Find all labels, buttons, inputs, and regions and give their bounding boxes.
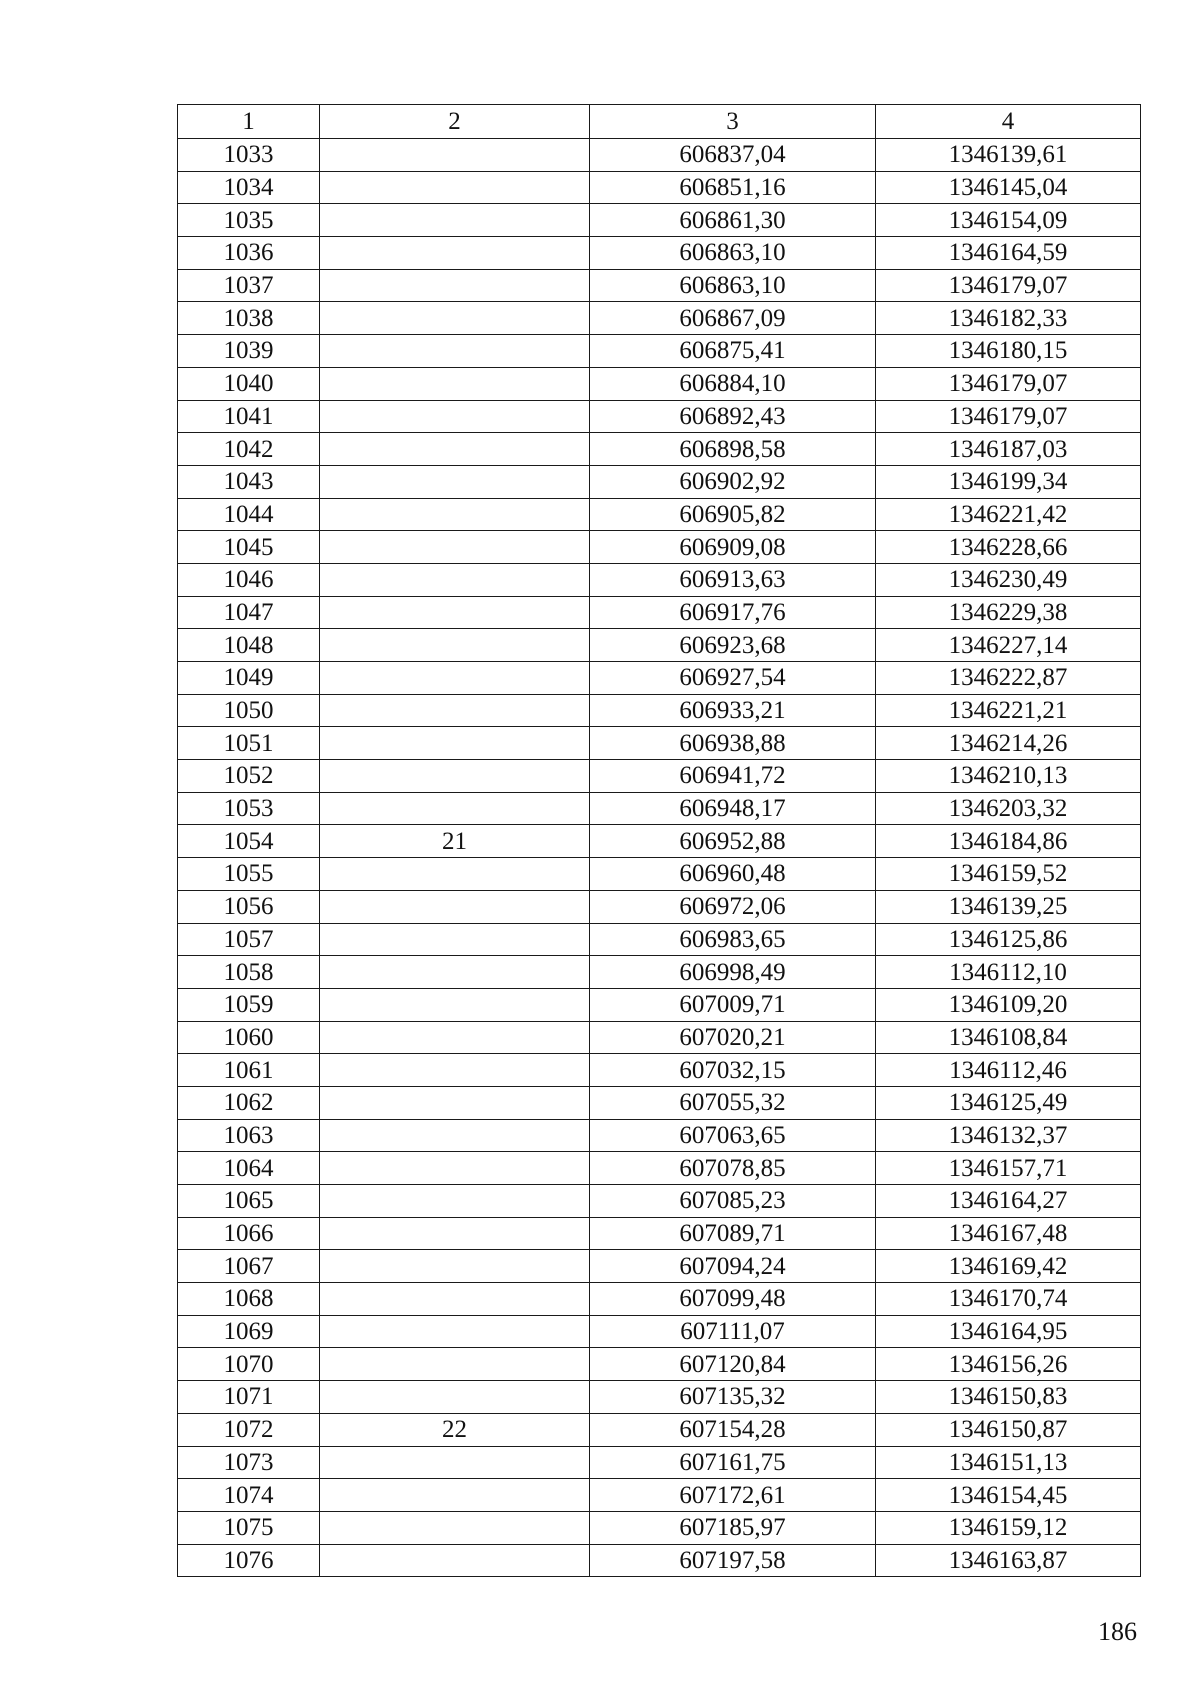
table-row — [178, 1479, 1141, 1512]
table-row — [178, 988, 1141, 1021]
point-number-cell: 1059 — [178, 988, 320, 1021]
y-coordinate-cell: 1346221,21 — [876, 694, 1141, 727]
x-coordinate-cell: 606867,09 — [590, 302, 876, 335]
section-number-cell — [320, 923, 590, 956]
y-coordinate-cell: 1346154,09 — [876, 204, 1141, 237]
x-coordinate-cell: 606909,08 — [590, 531, 876, 564]
x-coordinate-cell: 606972,06 — [590, 890, 876, 923]
x-coordinate-cell: 607089,71 — [590, 1217, 876, 1250]
y-coordinate-cell: 1346227,14 — [876, 629, 1141, 662]
x-coordinate-cell: 607099,48 — [590, 1283, 876, 1316]
point-number-cell: 1055 — [178, 858, 320, 891]
x-coordinate-cell: 606923,68 — [590, 629, 876, 662]
table-row — [178, 890, 1141, 923]
x-coordinate-cell: 606851,16 — [590, 171, 876, 204]
column-header-3: 3 — [590, 105, 876, 139]
x-coordinate-cell: 607111,07 — [590, 1315, 876, 1348]
x-coordinate-cell: 606983,65 — [590, 923, 876, 956]
point-number-cell: 1053 — [178, 792, 320, 825]
section-number-cell — [320, 858, 590, 891]
x-coordinate-cell: 606863,10 — [590, 237, 876, 270]
table-row — [178, 694, 1141, 727]
section-number-cell — [320, 1250, 590, 1283]
y-coordinate-cell: 1346150,83 — [876, 1381, 1141, 1414]
y-coordinate-cell: 1346125,49 — [876, 1086, 1141, 1119]
table-row — [178, 1544, 1141, 1577]
table-row — [178, 171, 1141, 204]
y-coordinate-cell: 1346167,48 — [876, 1217, 1141, 1250]
table-row — [178, 139, 1141, 172]
x-coordinate-cell: 606952,88 — [590, 825, 876, 858]
y-coordinate-cell: 1346145,04 — [876, 171, 1141, 204]
point-number-cell: 1061 — [178, 1054, 320, 1087]
table-row — [178, 792, 1141, 825]
y-coordinate-cell: 1346159,12 — [876, 1511, 1141, 1544]
x-coordinate-cell: 607172,61 — [590, 1479, 876, 1512]
y-coordinate-cell: 1346179,07 — [876, 367, 1141, 400]
table-row — [178, 1152, 1141, 1185]
section-number-cell — [320, 335, 590, 368]
y-coordinate-cell: 1346210,13 — [876, 760, 1141, 793]
point-number-cell: 1071 — [178, 1381, 320, 1414]
point-number-cell: 1049 — [178, 662, 320, 695]
x-coordinate-cell: 607078,85 — [590, 1152, 876, 1185]
x-coordinate-cell: 606837,04 — [590, 139, 876, 172]
point-number-cell: 1036 — [178, 237, 320, 270]
x-coordinate-cell: 606884,10 — [590, 367, 876, 400]
y-coordinate-cell: 1346163,87 — [876, 1544, 1141, 1577]
table-row — [178, 858, 1141, 891]
x-coordinate-cell: 606941,72 — [590, 760, 876, 793]
point-number-cell: 1051 — [178, 727, 320, 760]
column-header-1: 1 — [178, 105, 320, 139]
x-coordinate-cell: 607197,58 — [590, 1544, 876, 1577]
y-coordinate-cell: 1346179,07 — [876, 400, 1141, 433]
table-row — [178, 1413, 1141, 1446]
y-coordinate-cell: 1346164,27 — [876, 1185, 1141, 1218]
point-number-cell: 1035 — [178, 204, 320, 237]
section-number-cell — [320, 400, 590, 433]
point-number-cell: 1069 — [178, 1315, 320, 1348]
y-coordinate-cell: 1346179,07 — [876, 269, 1141, 302]
point-number-cell: 1073 — [178, 1446, 320, 1479]
table-row — [178, 1185, 1141, 1218]
section-number-cell — [320, 890, 590, 923]
y-coordinate-cell: 1346228,66 — [876, 531, 1141, 564]
table-row — [178, 204, 1141, 237]
section-number-cell — [320, 1511, 590, 1544]
y-coordinate-cell: 1346187,03 — [876, 433, 1141, 466]
section-number-cell — [320, 792, 590, 825]
point-number-cell: 1050 — [178, 694, 320, 727]
section-number-cell — [320, 1185, 590, 1218]
y-coordinate-cell: 1346156,26 — [876, 1348, 1141, 1381]
section-number-cell — [320, 1283, 590, 1316]
y-coordinate-cell: 1346139,25 — [876, 890, 1141, 923]
section-number-cell — [320, 1217, 590, 1250]
y-coordinate-cell: 1346109,20 — [876, 988, 1141, 1021]
point-number-cell: 1037 — [178, 269, 320, 302]
header-row — [178, 105, 1141, 139]
y-coordinate-cell: 1346182,33 — [876, 302, 1141, 335]
point-number-cell: 1072 — [178, 1413, 320, 1446]
point-number-cell: 1048 — [178, 629, 320, 662]
section-number-cell — [320, 1446, 590, 1479]
table-row — [178, 269, 1141, 302]
section-number-cell — [320, 1086, 590, 1119]
section-number-cell — [320, 139, 590, 172]
section-number-cell — [320, 433, 590, 466]
y-coordinate-cell: 1346222,87 — [876, 662, 1141, 695]
section-number-cell — [320, 1348, 590, 1381]
x-coordinate-cell: 606898,58 — [590, 433, 876, 466]
point-number-cell: 1047 — [178, 596, 320, 629]
y-coordinate-cell: 1346214,26 — [876, 727, 1141, 760]
point-number-cell: 1070 — [178, 1348, 320, 1381]
y-coordinate-cell: 1346139,61 — [876, 139, 1141, 172]
y-coordinate-cell: 1346230,49 — [876, 563, 1141, 596]
y-coordinate-cell: 1346221,42 — [876, 498, 1141, 531]
x-coordinate-cell: 606875,41 — [590, 335, 876, 368]
section-number-cell — [320, 1315, 590, 1348]
table-row — [178, 1054, 1141, 1087]
y-coordinate-cell: 1346229,38 — [876, 596, 1141, 629]
y-coordinate-cell: 1346132,37 — [876, 1119, 1141, 1152]
x-coordinate-cell: 607055,32 — [590, 1086, 876, 1119]
x-coordinate-cell: 607094,24 — [590, 1250, 876, 1283]
column-header-2: 2 — [320, 105, 590, 139]
table-row — [178, 1315, 1141, 1348]
y-coordinate-cell: 1346150,87 — [876, 1413, 1141, 1446]
section-number-cell — [320, 171, 590, 204]
point-number-cell: 1039 — [178, 335, 320, 368]
x-coordinate-cell: 606902,92 — [590, 465, 876, 498]
table-row — [178, 1348, 1141, 1381]
table-row — [178, 825, 1141, 858]
point-number-cell: 1034 — [178, 171, 320, 204]
table-row — [178, 302, 1141, 335]
x-coordinate-cell: 606927,54 — [590, 662, 876, 695]
y-coordinate-cell: 1346125,86 — [876, 923, 1141, 956]
x-coordinate-cell: 607120,84 — [590, 1348, 876, 1381]
point-number-cell: 1066 — [178, 1217, 320, 1250]
x-coordinate-cell: 607161,75 — [590, 1446, 876, 1479]
point-number-cell: 1038 — [178, 302, 320, 335]
point-number-cell: 1058 — [178, 956, 320, 989]
table-row — [178, 1217, 1141, 1250]
point-number-cell: 1044 — [178, 498, 320, 531]
column-header-4: 4 — [876, 105, 1141, 139]
y-coordinate-cell: 1346112,46 — [876, 1054, 1141, 1087]
x-coordinate-cell: 606861,30 — [590, 204, 876, 237]
section-number-cell — [320, 1381, 590, 1414]
x-coordinate-cell: 607063,65 — [590, 1119, 876, 1152]
x-coordinate-cell: 606917,76 — [590, 596, 876, 629]
y-coordinate-cell: 1346159,52 — [876, 858, 1141, 891]
table-row — [178, 563, 1141, 596]
point-number-cell: 1063 — [178, 1119, 320, 1152]
point-number-cell: 1060 — [178, 1021, 320, 1054]
coordinates-table — [177, 104, 1141, 1577]
table-row — [178, 956, 1141, 989]
section-number-cell — [320, 1054, 590, 1087]
table-row — [178, 662, 1141, 695]
section-number-cell — [320, 956, 590, 989]
x-coordinate-cell: 607154,28 — [590, 1413, 876, 1446]
section-number-cell — [320, 237, 590, 270]
section-number-cell: 21 — [320, 825, 590, 858]
point-number-cell: 1041 — [178, 400, 320, 433]
table-header — [178, 105, 1141, 139]
section-number-cell — [320, 694, 590, 727]
section-number-cell — [320, 988, 590, 1021]
section-number-cell: 22 — [320, 1413, 590, 1446]
point-number-cell: 1075 — [178, 1511, 320, 1544]
point-number-cell: 1043 — [178, 465, 320, 498]
y-coordinate-cell: 1346169,42 — [876, 1250, 1141, 1283]
y-coordinate-cell: 1346157,71 — [876, 1152, 1141, 1185]
point-number-cell: 1052 — [178, 760, 320, 793]
section-number-cell — [320, 1544, 590, 1577]
table-row — [178, 498, 1141, 531]
table-row — [178, 923, 1141, 956]
section-number-cell — [320, 465, 590, 498]
x-coordinate-cell: 606913,63 — [590, 563, 876, 596]
table-row — [178, 1511, 1141, 1544]
table-row — [178, 1381, 1141, 1414]
x-coordinate-cell: 606905,82 — [590, 498, 876, 531]
y-coordinate-cell: 1346184,86 — [876, 825, 1141, 858]
table-row — [178, 433, 1141, 466]
x-coordinate-cell: 607032,15 — [590, 1054, 876, 1087]
x-coordinate-cell: 607009,71 — [590, 988, 876, 1021]
x-coordinate-cell: 606933,21 — [590, 694, 876, 727]
table-row — [178, 531, 1141, 564]
section-number-cell — [320, 1479, 590, 1512]
section-number-cell — [320, 302, 590, 335]
x-coordinate-cell: 607020,21 — [590, 1021, 876, 1054]
section-number-cell — [320, 204, 590, 237]
table-row — [178, 465, 1141, 498]
y-coordinate-cell: 1346154,45 — [876, 1479, 1141, 1512]
section-number-cell — [320, 662, 590, 695]
table-body — [178, 139, 1141, 1577]
section-number-cell — [320, 596, 590, 629]
table-row — [178, 1250, 1141, 1283]
point-number-cell: 1062 — [178, 1086, 320, 1119]
x-coordinate-cell: 606948,17 — [590, 792, 876, 825]
y-coordinate-cell: 1346112,10 — [876, 956, 1141, 989]
table-row — [178, 760, 1141, 793]
point-number-cell: 1040 — [178, 367, 320, 400]
point-number-cell: 1045 — [178, 531, 320, 564]
table-row — [178, 596, 1141, 629]
y-coordinate-cell: 1346164,59 — [876, 237, 1141, 270]
point-number-cell: 1065 — [178, 1185, 320, 1218]
x-coordinate-cell: 606960,48 — [590, 858, 876, 891]
table-row — [178, 1119, 1141, 1152]
y-coordinate-cell: 1346180,15 — [876, 335, 1141, 368]
page-number: 186 — [1098, 1617, 1137, 1646]
point-number-cell: 1042 — [178, 433, 320, 466]
section-number-cell — [320, 1119, 590, 1152]
point-number-cell: 1033 — [178, 139, 320, 172]
table-row — [178, 400, 1141, 433]
y-coordinate-cell: 1346170,74 — [876, 1283, 1141, 1316]
y-coordinate-cell: 1346108,84 — [876, 1021, 1141, 1054]
table-row — [178, 1021, 1141, 1054]
section-number-cell — [320, 531, 590, 564]
section-number-cell — [320, 727, 590, 760]
table-row — [178, 367, 1141, 400]
y-coordinate-cell: 1346203,32 — [876, 792, 1141, 825]
section-number-cell — [320, 1152, 590, 1185]
x-coordinate-cell: 606863,10 — [590, 269, 876, 302]
point-number-cell: 1057 — [178, 923, 320, 956]
section-number-cell — [320, 367, 590, 400]
table-row — [178, 727, 1141, 760]
point-number-cell: 1076 — [178, 1544, 320, 1577]
x-coordinate-cell: 607085,23 — [590, 1185, 876, 1218]
section-number-cell — [320, 1021, 590, 1054]
point-number-cell: 1046 — [178, 563, 320, 596]
section-number-cell — [320, 760, 590, 793]
x-coordinate-cell: 607185,97 — [590, 1511, 876, 1544]
section-number-cell — [320, 269, 590, 302]
table-row — [178, 1086, 1141, 1119]
point-number-cell: 1067 — [178, 1250, 320, 1283]
table-row — [178, 335, 1141, 368]
x-coordinate-cell: 607135,32 — [590, 1381, 876, 1414]
section-number-cell — [320, 498, 590, 531]
x-coordinate-cell: 606938,88 — [590, 727, 876, 760]
x-coordinate-cell: 606998,49 — [590, 956, 876, 989]
x-coordinate-cell: 606892,43 — [590, 400, 876, 433]
section-number-cell — [320, 629, 590, 662]
table-row — [178, 237, 1141, 270]
point-number-cell: 1054 — [178, 825, 320, 858]
table-row — [178, 629, 1141, 662]
point-number-cell: 1074 — [178, 1479, 320, 1512]
point-number-cell: 1064 — [178, 1152, 320, 1185]
table-row — [178, 1446, 1141, 1479]
point-number-cell: 1068 — [178, 1283, 320, 1316]
y-coordinate-cell: 1346151,13 — [876, 1446, 1141, 1479]
y-coordinate-cell: 1346199,34 — [876, 465, 1141, 498]
section-number-cell — [320, 563, 590, 596]
y-coordinate-cell: 1346164,95 — [876, 1315, 1141, 1348]
point-number-cell: 1056 — [178, 890, 320, 923]
table-row — [178, 1283, 1141, 1316]
